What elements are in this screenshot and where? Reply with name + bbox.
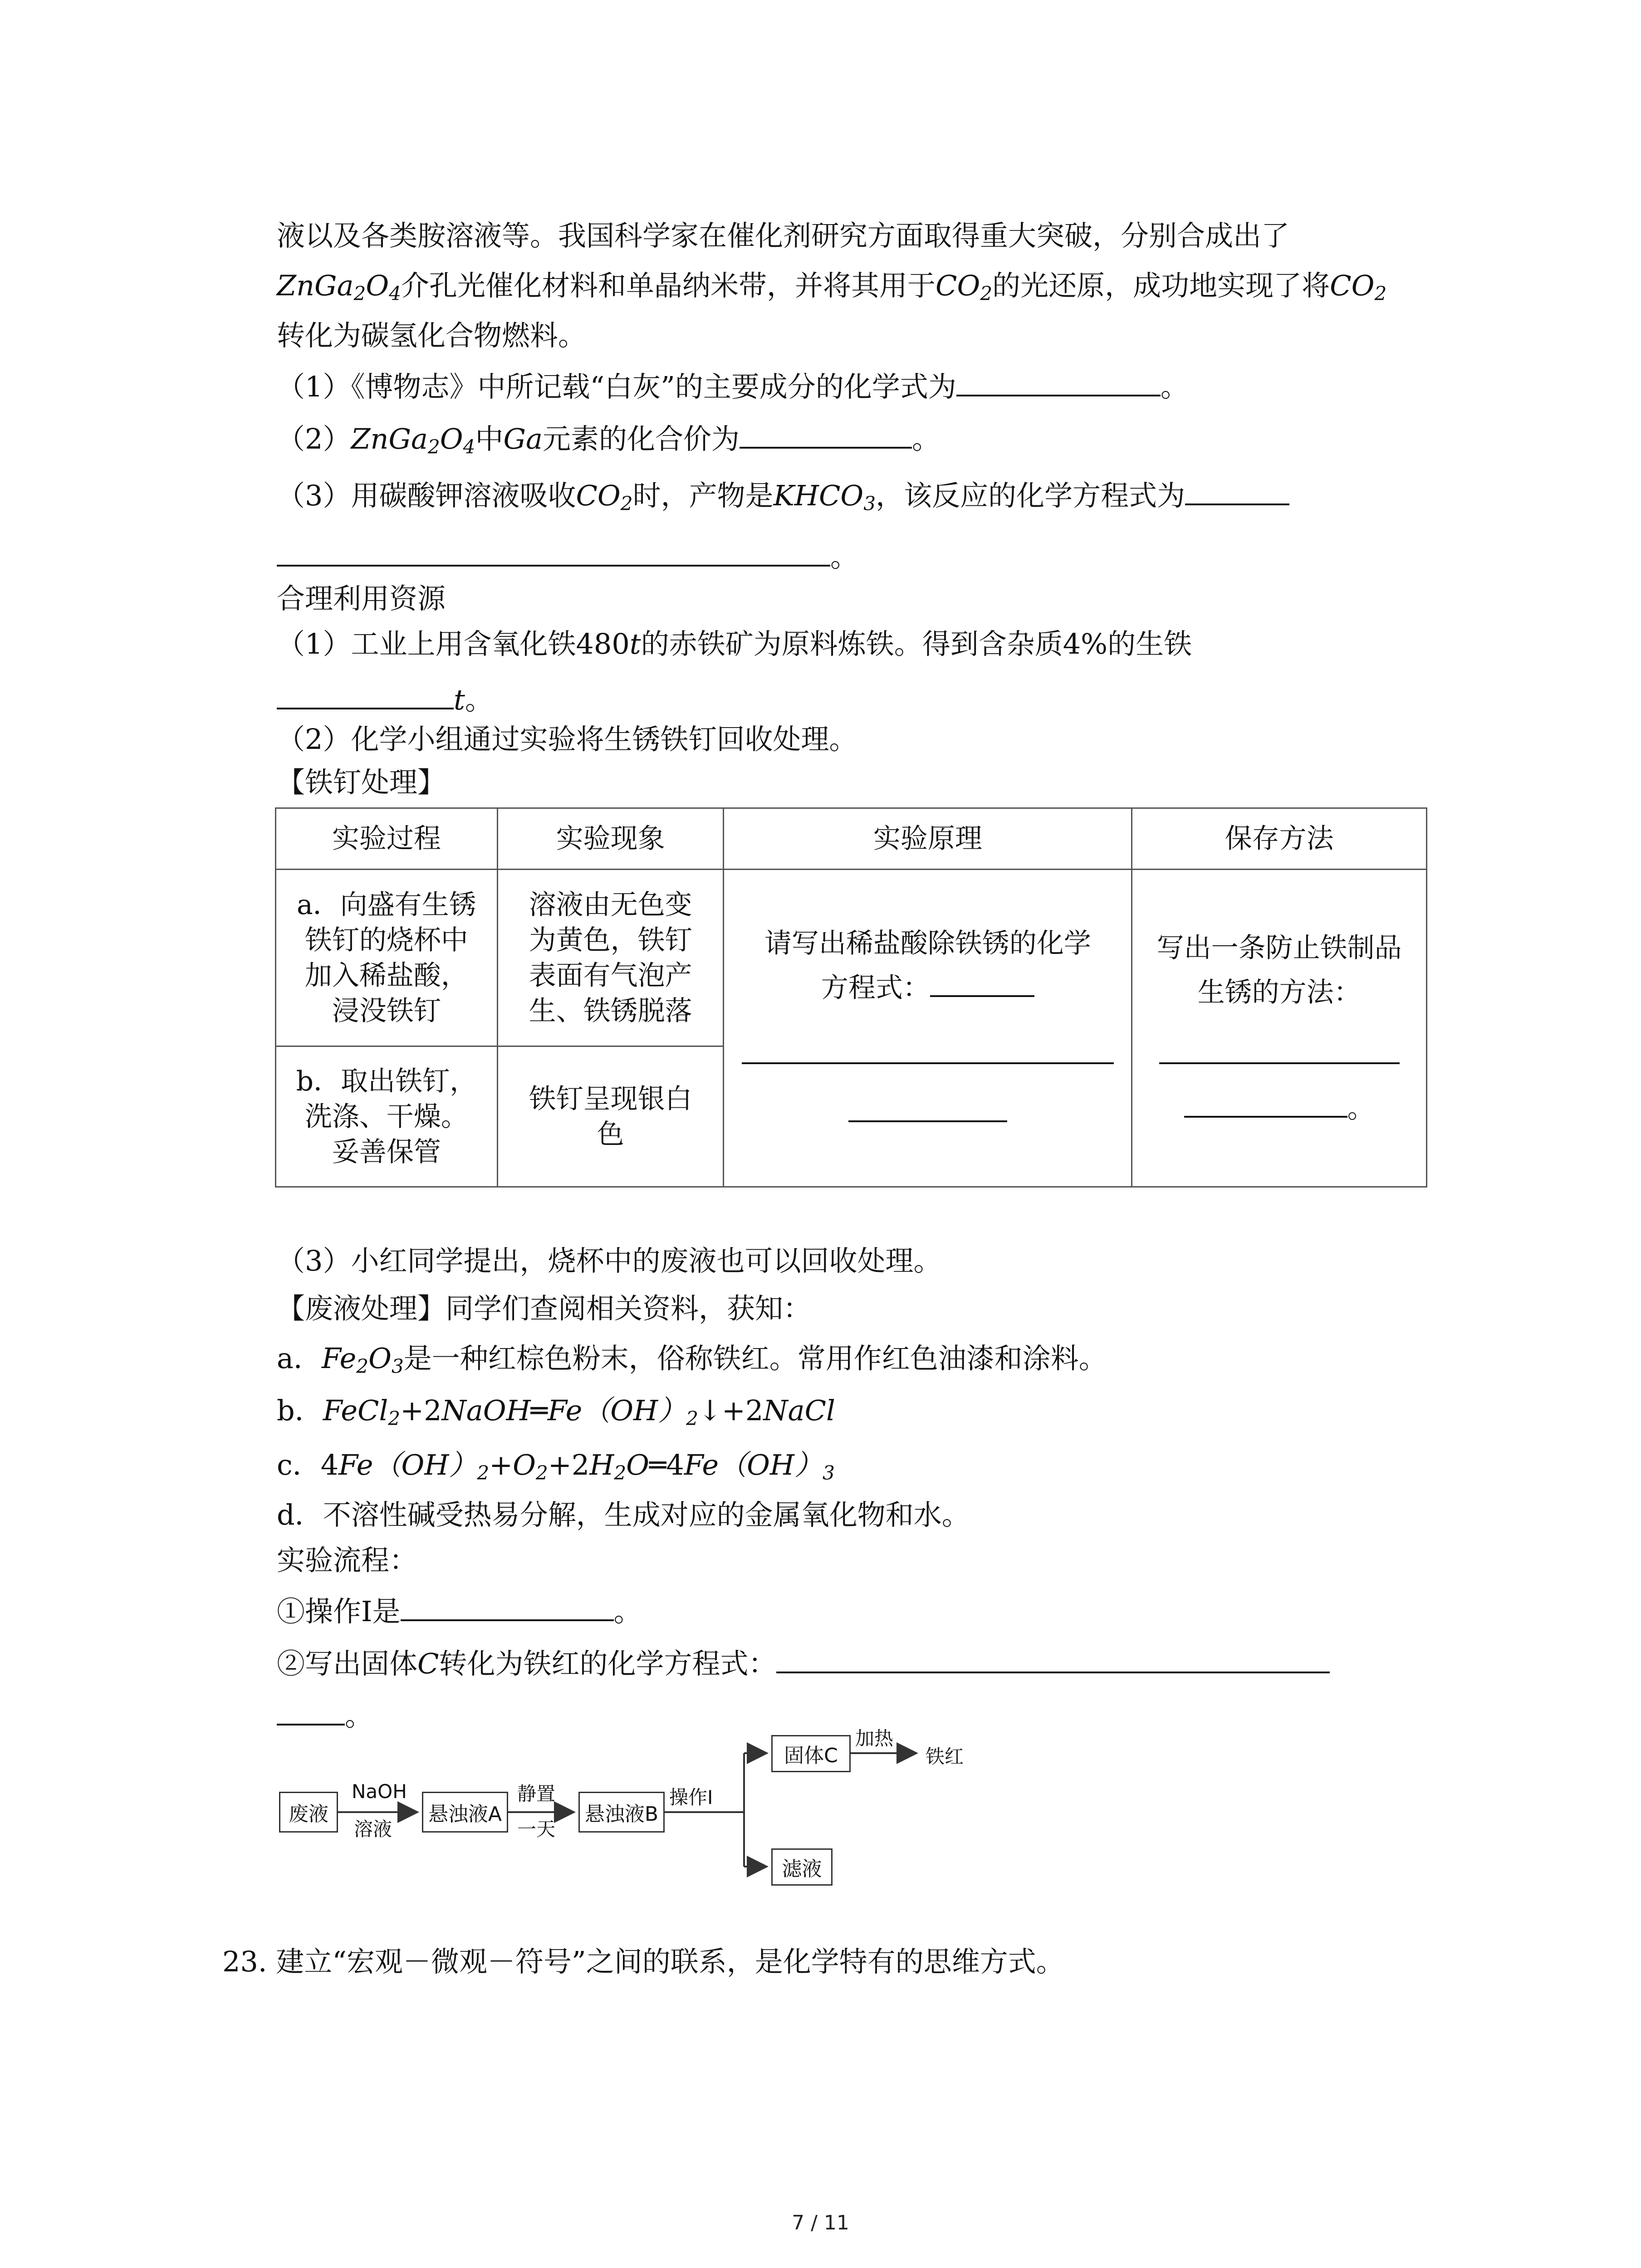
info-c: c．$4Fe(OH)_2+O_2+2H_2O═4Fe(OH)_3$ bbox=[277, 1448, 835, 1484]
step-2-cont: 。 bbox=[277, 1696, 373, 1734]
question-3-cont: 。 bbox=[277, 538, 858, 575]
flow-label-one-day: 一天 bbox=[517, 1818, 556, 1840]
cell-process-a: a．向盛有生锈 铁钉的烧杯中 加入稀盐酸， 浸没铁钉 bbox=[276, 870, 498, 1046]
waste-treatment-info: 【废液处理】同学们查阅相关资料，获知： bbox=[277, 1292, 812, 1325]
cell-principle: 请写出稀盐酸除铁锈的化学 方程式： bbox=[724, 870, 1132, 1187]
cell-phenomenon-a: 溶液由无色变 为黄色，铁钉 表面有气泡产 生、铁锈脱落 bbox=[497, 870, 724, 1046]
intro-line-1: 液以及各类胺溶液等。我国科学家在催化剂研究方面取得重大突破，分别合成出了 bbox=[277, 219, 1290, 252]
part-3: （3）小红同学提出，烧杯中的废液也可以回收处理。 bbox=[277, 1244, 942, 1277]
table-header: 实验过程 bbox=[276, 808, 498, 870]
section-part-1-cont: t。 bbox=[277, 680, 493, 718]
table-header: 保存方法 bbox=[1132, 808, 1427, 870]
flow-title: 实验流程： bbox=[277, 1544, 418, 1577]
flow-node-suspension-a: 悬浊液A bbox=[422, 1792, 508, 1833]
cell-phenomenon-b: 铁钉呈现银白 色 bbox=[497, 1046, 724, 1187]
flow-label-stand: 静置 bbox=[517, 1783, 556, 1805]
flow-node-iron-red: 铁红 bbox=[926, 1745, 964, 1768]
table-header: 实验原理 bbox=[724, 808, 1132, 870]
step-2: ②写出固体C转化为铁红的化学方程式： bbox=[277, 1644, 1330, 1682]
info-a: a．$Fe_2O_3$是一种红棕色粉末，俗称铁红。常用作红色油漆和涂料。 bbox=[277, 1342, 1107, 1378]
flow-label-heat: 加热 bbox=[855, 1727, 894, 1750]
section-part-2: （2）化学小组通过实验将生锈铁钉回收处理。 bbox=[277, 723, 857, 756]
bracket-nail-treatment: 【铁钉处理】 bbox=[277, 766, 446, 799]
flow-label-solution: 溶液 bbox=[354, 1818, 392, 1840]
question-3: （3）用碳酸钾溶液吸收$CO_2$时，产物是$KHCO_3$，该反应的化学方程式为 bbox=[277, 476, 1289, 514]
page-number: 7 / 11 bbox=[792, 2211, 849, 2234]
step-1: ①操作Ⅰ是 。 bbox=[277, 1592, 642, 1630]
flow-label-operation-1: 操作Ⅰ bbox=[669, 1786, 713, 1809]
formula-znga2o4: $ZnGa_2O_4$ bbox=[277, 269, 402, 305]
intro-line-2: $ZnGa_2O_4$介孔光催化材料和单晶纳米带，并将其用于$CO_2$的光还原，成功地实现了将$CO_2$ bbox=[277, 269, 1387, 305]
question-23: 23. 建立“宏观－微观－符号”之间的联系，是化学特有的思维方式。 bbox=[222, 1945, 1064, 1978]
flow-label-naoh: NaOH bbox=[352, 1780, 407, 1803]
flow-node-suspension-b: 悬浊液B bbox=[578, 1792, 665, 1833]
section-part-1: （1）工业上用含氧化铁480t的赤铁矿为原料炼铁。得到含杂质4%的生铁 bbox=[277, 627, 1192, 660]
section-title: 合理利用资源 bbox=[277, 582, 446, 615]
flow-node-solid-c: 固体C bbox=[771, 1735, 851, 1772]
info-b: b．$FeCl_2+2NaOH═Fe(OH)_2↓+2NaCl$ bbox=[277, 1394, 835, 1430]
table-header: 实验现象 bbox=[497, 808, 724, 870]
info-d: d．不溶性碱受热易分解，生成对应的金属氧化物和水。 bbox=[277, 1498, 970, 1531]
cell-process-b: b．取出铁钉， 洗涤、干燥。 妥善保管 bbox=[276, 1046, 498, 1187]
flow-node-waste: 废液 bbox=[279, 1792, 338, 1833]
intro-line-3: 转化为碳氢化合物燃料。 bbox=[277, 319, 587, 352]
question-1: （1）《博物志》中所记载“白灰”的主要成分的化学式为 。 bbox=[277, 367, 1189, 405]
cell-storage: 写出一条防止铁制品 生锈的方法： 。 bbox=[1132, 870, 1427, 1187]
question-2: $(2)ZnGa_2O_4$中Ga元素的化合价为 。 bbox=[277, 420, 940, 457]
flow-node-filtrate: 滤液 bbox=[771, 1848, 833, 1886]
